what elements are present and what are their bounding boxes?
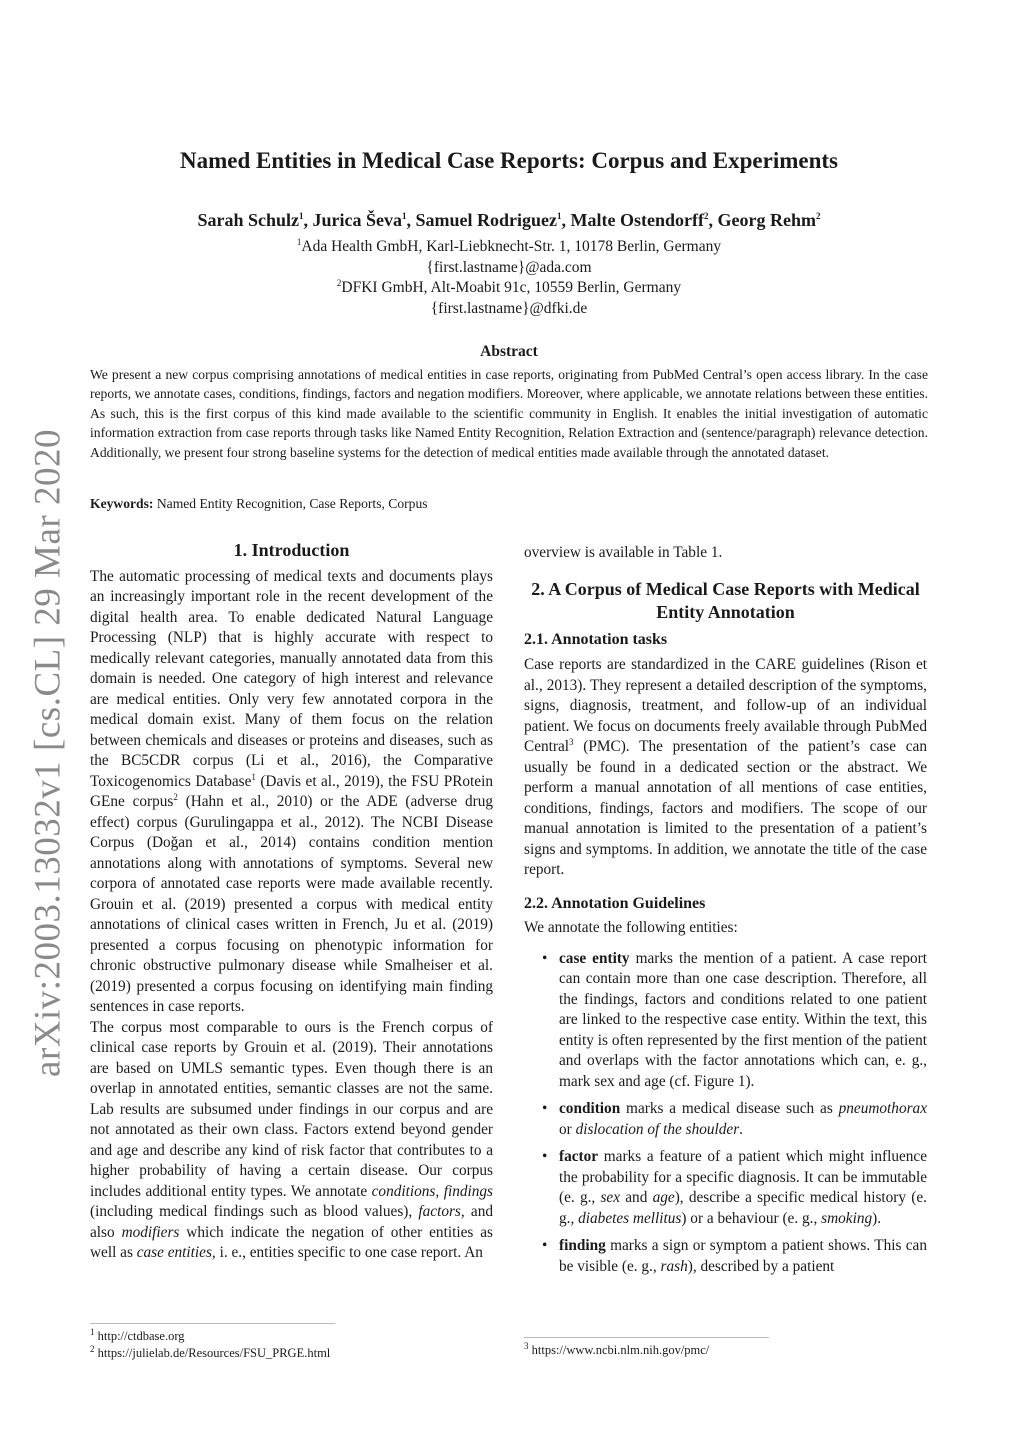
paragraph: We annotate the following entities: [524, 919, 738, 936]
section-heading-introduction: 1. Introduction [233, 540, 350, 560]
footnote: $^3$ https://www.ncbi.nlm.nih.gov/pmc/ [524, 1340, 710, 1357]
list-item: • factor marks a feature of a patient which might influence the probability for a specific diagnosis. It can be immutable (e. g., sex and age), describe a specific medical history (e. g., diabetes mellitus) or a behaviour (e. g., smoking). [524, 1147, 927, 1229]
affiliation-2: $^2$DFKI GmbH, Alt-Moabit 91c, 10559 Berlin, Germany {first.lastname}@dfki.de [90, 277, 928, 319]
arxiv-identifier: arXiv:2003.13032v1 [cs.CL] 29 Mar 2020 [27, 429, 69, 1077]
paragraph: Case reports are standardized in the CARE guidelines (Rison et al., 2013). They represent a detailed description of the symptoms, signs, diagnosis, treatment, and follow-up of an individual patient. We focus on documents freely available through PubMed Central$^3$ (PMC). The presentation of the patient’s case can usually be found in a dedicated section or the abstract. We perform a manual annotation of all mentions of case entities, conditions, findings, factors and modifiers. The scope of our manual annotation is limited to the presentation of a patient’s signs and symptoms. In addition, we annotate the title of the case report. [524, 656, 927, 878]
author: Georg Rehm$^2$ [717, 210, 821, 230]
footnote-rule [90, 1323, 335, 1324]
author: Malte Ostendorff$^2$ [570, 210, 709, 230]
footnote-rule [524, 1337, 769, 1338]
list-item: • condition marks a medical disease such as pneumothorax or dislocation of the shoulder. [524, 1099, 927, 1140]
footnotes-left [90, 1328, 493, 1362]
paper-title: Named Entities in Medical Case Reports: Corpus and Experiments [179, 148, 839, 173]
author: Jurica Ševa$^1$ [312, 210, 407, 230]
affiliation-email: {first.lastname}@ada.com [426, 259, 592, 276]
right-column [524, 543, 927, 1284]
list-item: • case entity marks the mention of a patient. A case report can contain more than one case description. Therefore, all the findings, factors and conditions related to one patient are linked to the respective case entity. Within the text, this entity is often represented by the first mention of the patient and overlaps with the factor annotations which can, e. g., mark sex and age (cf. Figure 1). [524, 949, 927, 1093]
footnote: $^1$ http://ctdbase.org [90, 1326, 185, 1343]
paragraph: overview is available in Table 1. [524, 544, 723, 561]
abstract-heading: Abstract [480, 343, 538, 360]
paragraph: The automatic processing of medical texts and documents plays an increasingly important role in the recent development of the digital health area. To enable dedicated Natural Language Processing (NLP) that is highly accurate with respect to medically relevant categories, manually annotated data from this domain is needed. One category of high interest and relevance are medical entities. Only very few annotated corpora in the medical domain exist. Many of them focus on the relation between chemicals and diseases or proteins and diseases, such as the BC5CDR corpus (Li et al., 2016), the Comparative Toxicogenomics Database$^1$ (Davis et al., 2019), the FSU PRotein GEne corpus$^2$ (Hahn et al., 2010) or the ADE (adverse drug effect) corpus (Gurulingappa et al., 2012). The NCBI Disease Corpus (Doğan et al., 2014) contains condition mention annotations along with annotations of symptoms. Several new corpora of annotated case reports were made available recently. Grouin et al. (2019) presented a corpus with medical entity annotations of clinical cases written in French, Ju et al. (2019) presented a corpus focusing on phenotypic information for chronic obstructive pulmonary disease while Smalheiser et al. (2019) presented a corpus focusing on identifying main finding sentences in case reports. [90, 567, 494, 1015]
keywords-label: Keywords: [90, 496, 154, 511]
affiliation-1: $^1$Ada Health GmbH, Karl-Liebknecht-Str. 1, 10178 Berlin, Germany {first.lastname}@ada.com [90, 236, 928, 278]
footnotes-right [524, 1342, 927, 1359]
keywords [90, 496, 928, 512]
paragraph: The corpus most comparable to ours is the French corpus of clinical case reports by Grouin et al. (2019). Their annotations are based on UMLS semantic types. Even though there is an overlap in annotated entities, semantic classes are not the same. Lab results are subsumed under findings in our corpus and are not annotated as their own class. Factors extend beyond gender and age and describe any kind of risk factor that contributes to a higher probability of having a certain disease. Our corpus includes additional entity types. We annotate conditions, findings (including medical findings such as blood values), factors, and also modifiers which indicate the negation of other entities as well as case entities, i. e., entities specific to one case report. An [90, 1018, 493, 1261]
section-heading-corpus: 2. A Corpus of Medical Case Reports with Medical Entity Annotation [531, 578, 920, 622]
subsection-heading-tasks: 2.1. Annotation tasks [524, 630, 668, 648]
subsection-heading-guidelines: 2.2. Annotation Guidelines [524, 894, 706, 912]
left-column [90, 540, 493, 1264]
affiliation-email: {first.lastname}@dfki.de [430, 300, 588, 317]
abstract-text: We present a new corpus comprising annotations of medical entities in case reports, originating from PubMed Central’s open access library. In the case reports, we annotate cases, conditions, findings, factors and negation modifiers. Moreover, where applicable, we annotate relations between these entities. As such, this is the first corpus of this kind made available to the scientific community in English. It enables the initial investigation of automatic information extraction from case reports through tasks like Named Entity Recognition, Relation Extraction and (sentence/paragraph) relevance detection. Additionally, we present four strong baseline systems for the detection of medical entities made available through the annotated dataset. [90, 367, 928, 460]
footnote: $^2$ https://julielab.de/Resources/FSU_PRGE.html [90, 1343, 331, 1360]
entity-list [524, 949, 927, 1278]
arxiv-sidebar [18, 429, 78, 1077]
list-item: • finding marks a sign or symptom a patient shows. This can be visible (e. g., rash), described by a patient [524, 1236, 927, 1277]
keywords-text: Named Entity Recognition, Case Reports, Corpus [156, 496, 428, 511]
author: Samuel Rodriguez$^1$ [415, 210, 562, 230]
author: Sarah Schulz$^1$ [197, 210, 304, 230]
author-list: Sarah Schulz$^1$, Jurica Ševa$^1$, Samuel Rodriguez$^1$, Malte Ostendorff$^2$, Georg Rehm$^2$ [197, 210, 821, 230]
